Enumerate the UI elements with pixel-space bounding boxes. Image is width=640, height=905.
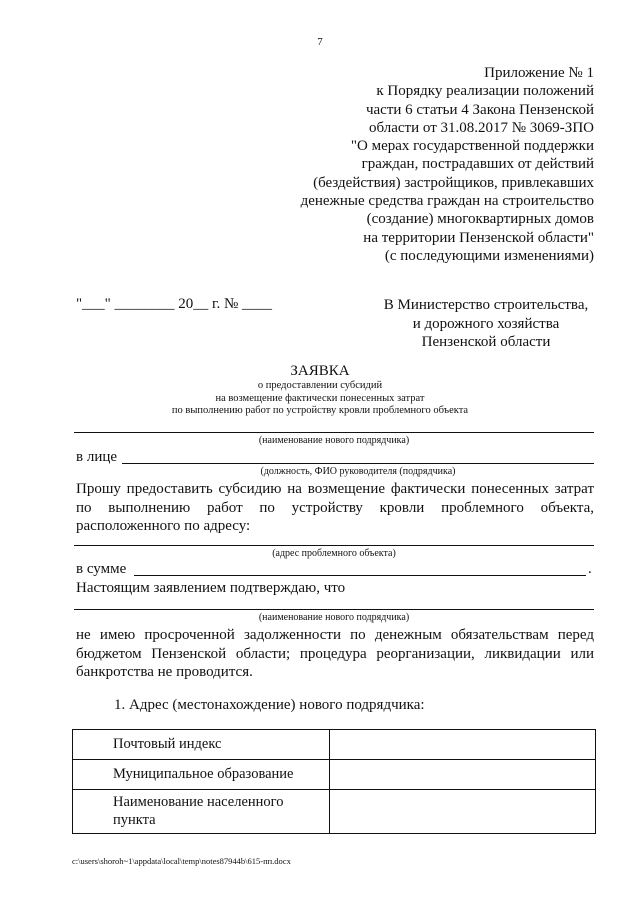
- postal-index-value-cell[interactable]: [330, 730, 596, 760]
- addressee-line: Пензенской области: [421, 334, 551, 350]
- appendix-line: (с последующими изменениями): [384, 247, 594, 264]
- director-field[interactable]: [122, 463, 594, 464]
- table-label-cell: Наименование населенного пункта: [73, 790, 330, 834]
- appendix-header: [234, 64, 594, 265]
- table-row: [73, 730, 596, 760]
- appendix-line: Приложение № 1: [484, 65, 594, 81]
- contractor-name-field-2[interactable]: [74, 609, 594, 610]
- confirm-line: Настоящим заявлением подтверждаю, что: [76, 580, 346, 596]
- appendix-line: области от 31.08.2017 № 3069-ЗПО: [369, 119, 594, 136]
- addressee-line: и дорожного хозяйства: [412, 315, 560, 332]
- section-1-heading: 1. Адрес (местонахождение) нового подрядчика:: [114, 697, 425, 713]
- address-table: [72, 729, 596, 834]
- debt-line: банкротства не проводится.: [76, 664, 253, 680]
- request-line: расположенного по адресу:: [76, 518, 251, 534]
- date-number-line: "___" ________ 20__ г. № ____: [76, 296, 273, 312]
- contractor-name-caption: (наименование нового подрядчика): [258, 435, 410, 446]
- table-label-cell: Муниципальное образование: [73, 760, 330, 790]
- document-subtitle: [0, 380, 640, 418]
- addressee-block: [370, 296, 602, 352]
- document-title: ЗАЯВКА: [290, 363, 350, 379]
- contractor-name-field[interactable]: [74, 432, 594, 433]
- subtitle-line: по выполнению работ по устройству кровли проблемного объекта: [171, 405, 469, 416]
- amount-period: .: [588, 561, 592, 577]
- table-row: [73, 790, 596, 834]
- in-person-label: в лице: [76, 449, 118, 465]
- subtitle-line: на возмещение фактически понесенных затрат: [215, 392, 425, 404]
- page-number: 7: [317, 36, 323, 48]
- appendix-line: "О мерах государственной поддержки: [350, 138, 594, 155]
- appendix-line: граждан, пострадавших от действий: [361, 156, 594, 173]
- amount-label: в сумме: [76, 561, 127, 577]
- footer-file-path: c:\users\shoroh~1\appdata\local\temp\notes87944b\615-пп.docx: [72, 856, 291, 866]
- request-line: по выполнению работ по устройству кровли проблемного объекта,: [76, 500, 594, 516]
- object-address-caption: (адрес проблемного объекта): [272, 548, 396, 559]
- municipality-value-cell[interactable]: [330, 760, 596, 790]
- object-address-field[interactable]: [74, 545, 594, 546]
- contractor-name-caption-2: (наименование нового подрядчика): [258, 612, 410, 623]
- request-line: Прошу предоставить субсидию на возмещение фактически понесенных затрат: [76, 481, 594, 497]
- table-row: [73, 760, 596, 790]
- appendix-line: к Порядку реализации положений: [376, 83, 594, 100]
- appendix-line: денежные средства граждан на строительство: [300, 193, 594, 210]
- table-label-cell: Почтовый индекс: [73, 730, 330, 760]
- subtitle-line: о предоставлении субсидий: [257, 380, 383, 391]
- appendix-line: (бездействия) застройщиков, привлекавших: [313, 174, 594, 191]
- appendix-line: на территории Пензенской области": [363, 229, 594, 246]
- director-caption: (должность, ФИО руководителя (подрядчика): [260, 466, 456, 477]
- appendix-line: части 6 статьи 4 Закона Пензенской: [365, 101, 594, 118]
- debt-line: бюджетом Пензенской области; процедура реорганизации, ликвидации или: [76, 646, 594, 662]
- settlement-value-cell[interactable]: [330, 790, 596, 834]
- debt-line: не имею просроченной задолженности по денежным обязательствам перед: [76, 627, 594, 643]
- appendix-line: (создание) многоквартирных домов: [366, 211, 594, 228]
- addressee-line: В Министерство строительства,: [383, 297, 589, 313]
- amount-field[interactable]: [134, 575, 586, 576]
